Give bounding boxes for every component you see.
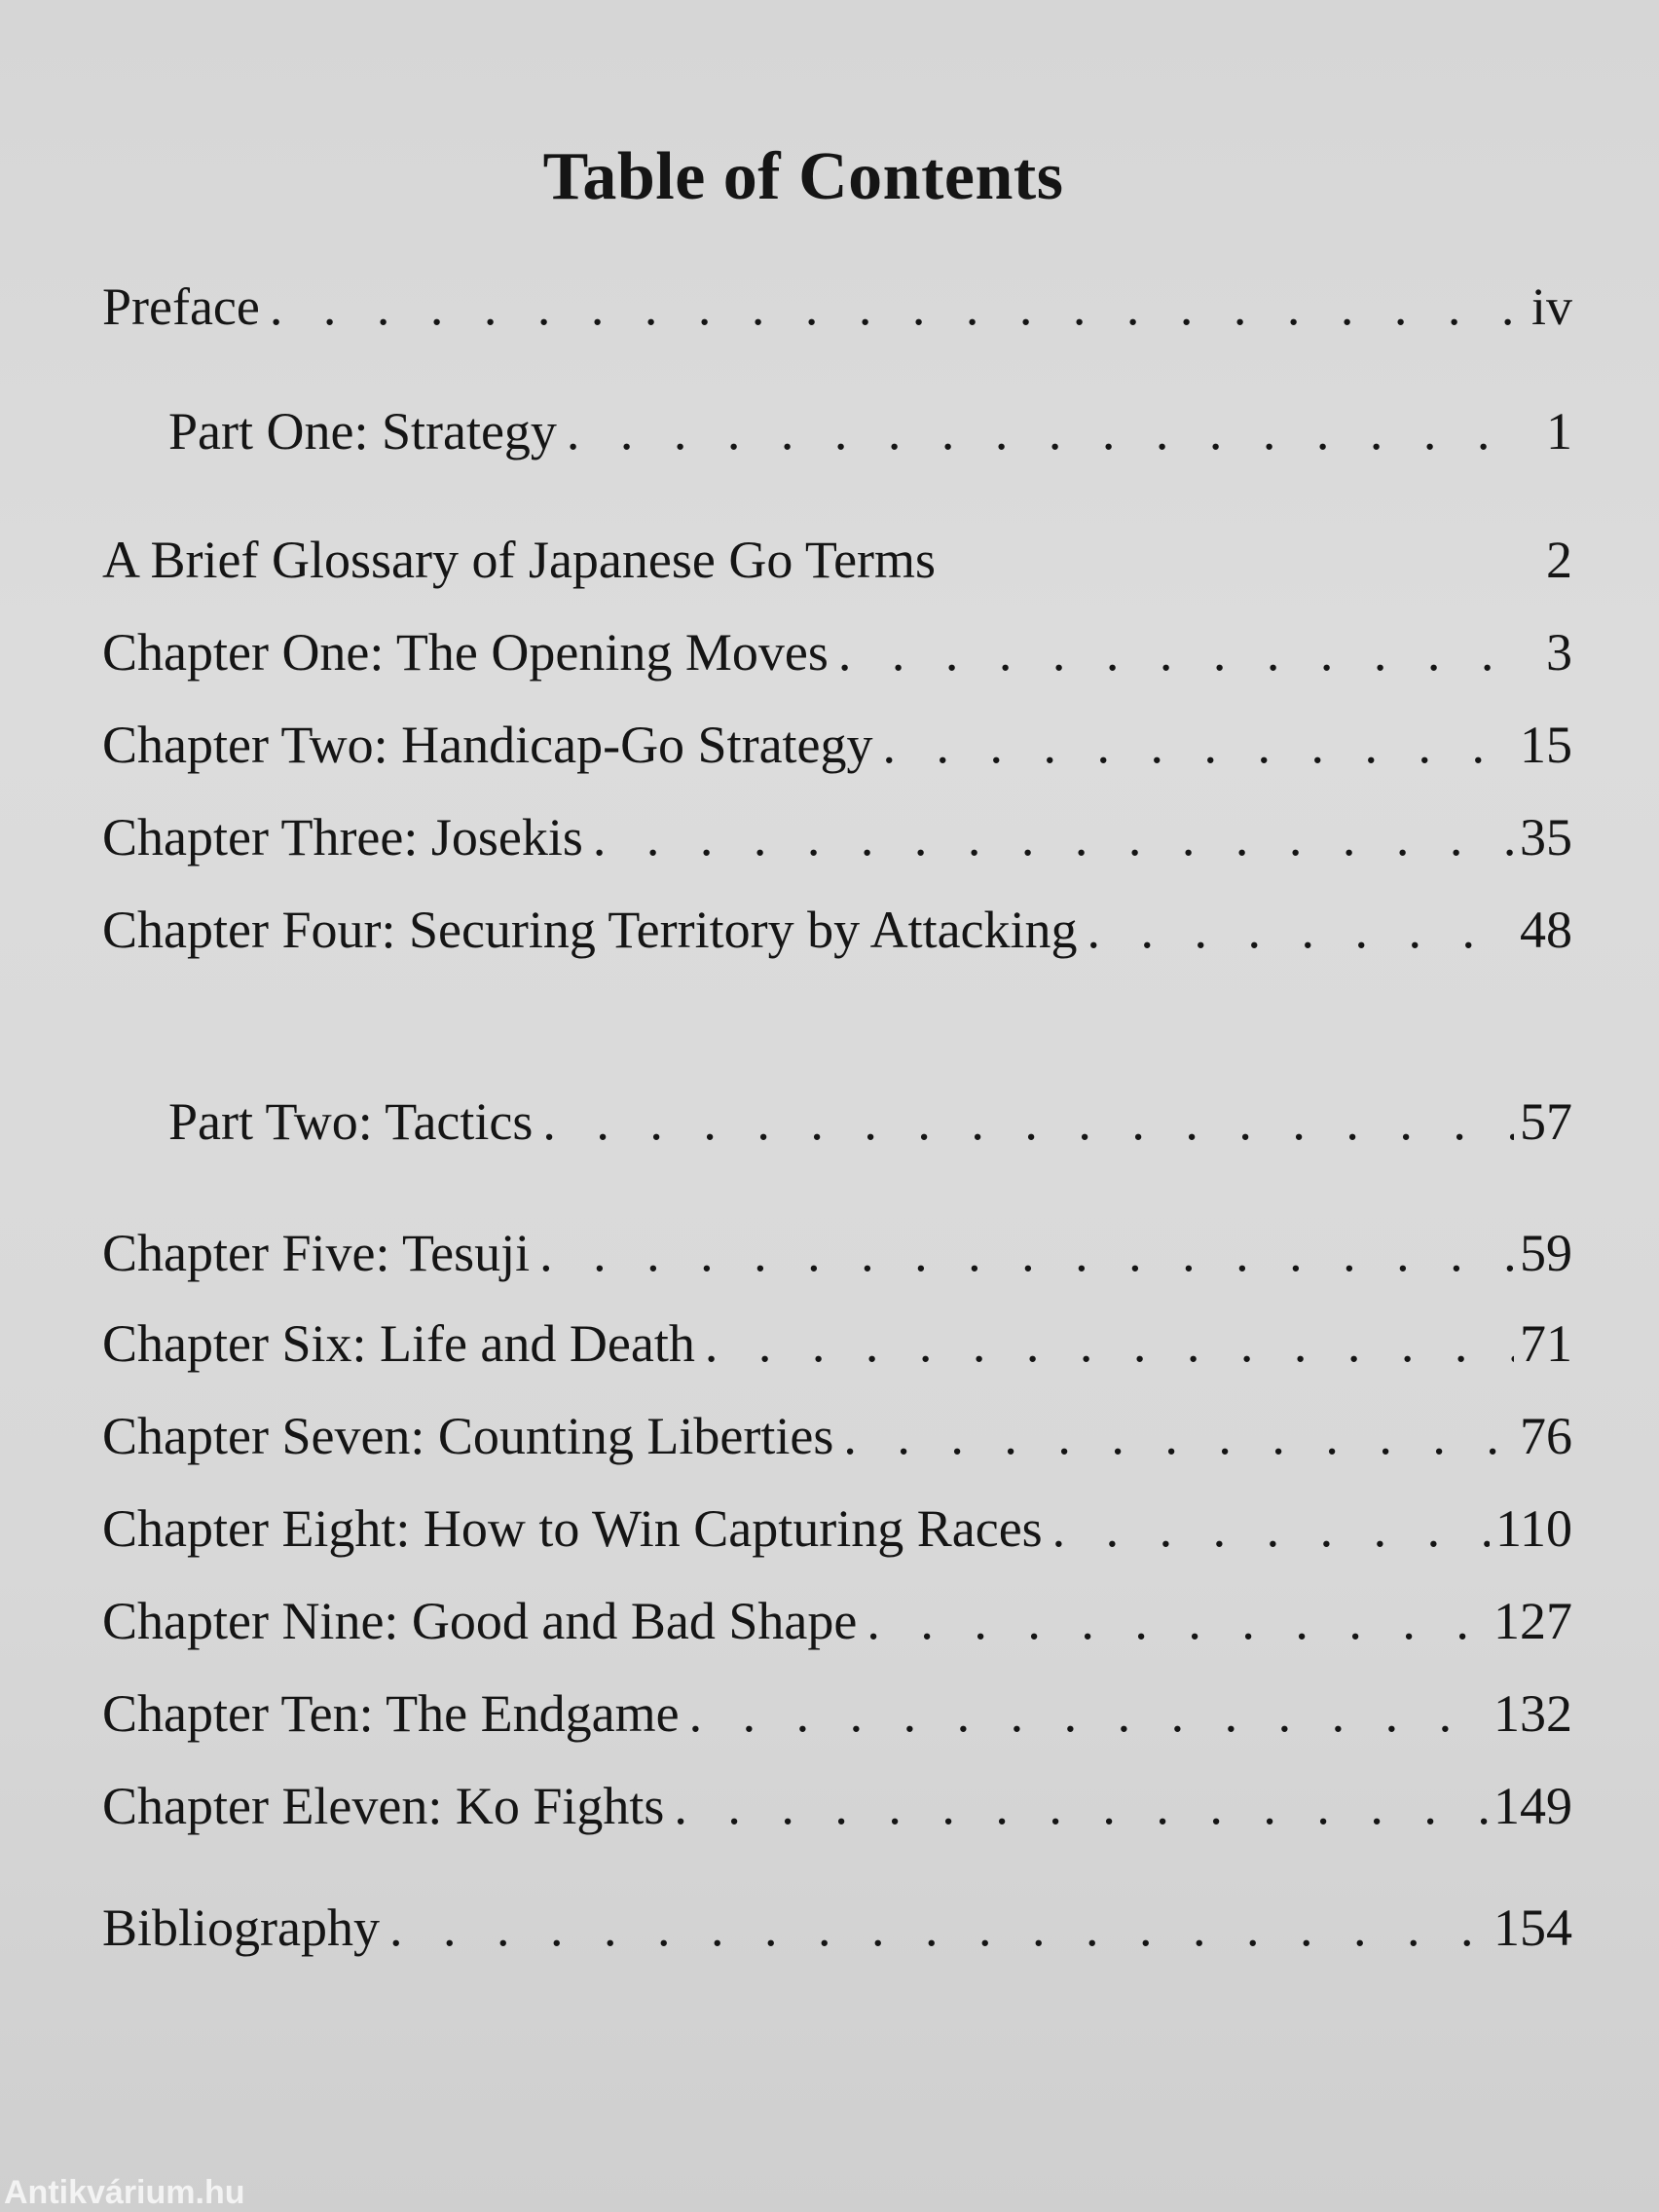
dot-leader bbox=[705, 1309, 1514, 1378]
toc-page-number: 3 bbox=[1546, 623, 1572, 682]
toc-entry-chapter-ten bbox=[102, 1679, 1572, 1748]
toc-entry-label: Chapter Five: Tesuji bbox=[102, 1224, 531, 1282]
toc-entry-label: Part One: Strategy bbox=[168, 402, 557, 461]
dot-leader bbox=[567, 397, 1528, 465]
dot-leader bbox=[838, 618, 1528, 686]
toc-entry-part-two bbox=[102, 1088, 1572, 1156]
toc-entry-chapter-five bbox=[102, 1219, 1572, 1287]
dot-leader bbox=[689, 1679, 1488, 1748]
toc-entry-label: Chapter Seven: Counting Liberties bbox=[102, 1407, 834, 1465]
toc-entry-preface bbox=[102, 273, 1572, 341]
toc-entry-chapter-eight bbox=[102, 1494, 1572, 1563]
toc-entry-label: Chapter Four: Securing Territory by Attacking bbox=[102, 901, 1078, 959]
toc-entry-part-one bbox=[102, 397, 1572, 465]
toc-entry-label: Part Two: Tactics bbox=[168, 1092, 534, 1151]
toc-entry-label: Chapter Three: Josekis bbox=[102, 808, 583, 866]
toc-page-number: iv bbox=[1530, 277, 1572, 336]
dot-leader bbox=[843, 1402, 1514, 1470]
toc-entry-chapter-one bbox=[102, 618, 1572, 686]
watermark: Antikvárium.hu bbox=[4, 2174, 245, 2211]
dot-leader bbox=[866, 1587, 1488, 1655]
dot-leader bbox=[593, 803, 1514, 871]
toc-entry-label: Chapter Two: Handicap-Go Strategy bbox=[102, 716, 873, 774]
toc-entry-chapter-four bbox=[102, 896, 1572, 964]
toc-entry-label: Chapter Eight: How to Win Capturing Races bbox=[102, 1499, 1043, 1558]
toc-entry-label: Bibliography bbox=[102, 1899, 380, 1957]
toc-entry-chapter-nine bbox=[102, 1587, 1572, 1655]
toc-entry-chapter-eleven bbox=[102, 1772, 1572, 1840]
toc-page-number: 1 bbox=[1546, 402, 1572, 461]
toc-entry-label: Chapter Ten: The Endgame bbox=[102, 1684, 680, 1743]
dot-leader bbox=[542, 1088, 1514, 1156]
toc-page-number: 154 bbox=[1493, 1899, 1572, 1957]
dot-leader bbox=[270, 273, 1526, 341]
toc-entry-bibliography bbox=[102, 1894, 1572, 1962]
toc-entry-glossary bbox=[102, 526, 1572, 594]
toc-page-number: 132 bbox=[1493, 1684, 1572, 1743]
toc-entry-chapter-three bbox=[102, 803, 1572, 871]
dot-leader bbox=[674, 1772, 1488, 1840]
toc-page-number: 71 bbox=[1520, 1314, 1572, 1373]
dot-leader bbox=[539, 1219, 1514, 1287]
toc-entry-label: Chapter Eleven: Ko Fights bbox=[102, 1777, 665, 1835]
toc-entry-chapter-two bbox=[102, 711, 1572, 779]
toc-page-number: 57 bbox=[1520, 1092, 1572, 1151]
toc-page-number: 127 bbox=[1493, 1592, 1572, 1650]
toc-entry-label: Chapter One: The Opening Moves bbox=[102, 623, 829, 682]
toc-entry-label: A Brief Glossary of Japanese Go Terms bbox=[102, 531, 937, 589]
toc-page-number: 48 bbox=[1520, 901, 1572, 959]
toc-page-number: 15 bbox=[1520, 716, 1572, 774]
toc-entry-chapter-six bbox=[102, 1309, 1572, 1378]
dot-leader bbox=[1088, 896, 1514, 964]
toc-page-number: 76 bbox=[1520, 1407, 1572, 1465]
toc-entry-label: Chapter Nine: Good and Bad Shape bbox=[102, 1592, 858, 1650]
page-title: Table of Contents bbox=[542, 139, 1064, 214]
toc-entry-label: Preface bbox=[102, 277, 260, 336]
dot-leader bbox=[1052, 1494, 1490, 1563]
toc-page-number: 110 bbox=[1495, 1499, 1572, 1558]
dot-leader bbox=[389, 1894, 1488, 1962]
toc-page-number: 149 bbox=[1493, 1777, 1572, 1835]
toc-entry-label: Chapter Six: Life and Death bbox=[102, 1314, 695, 1373]
toc-page-number: 35 bbox=[1520, 808, 1572, 866]
toc-page-number: 59 bbox=[1520, 1224, 1572, 1282]
toc-page-number: 2 bbox=[1546, 531, 1572, 589]
dot-leader bbox=[883, 711, 1514, 779]
toc-entry-chapter-seven bbox=[102, 1402, 1572, 1470]
